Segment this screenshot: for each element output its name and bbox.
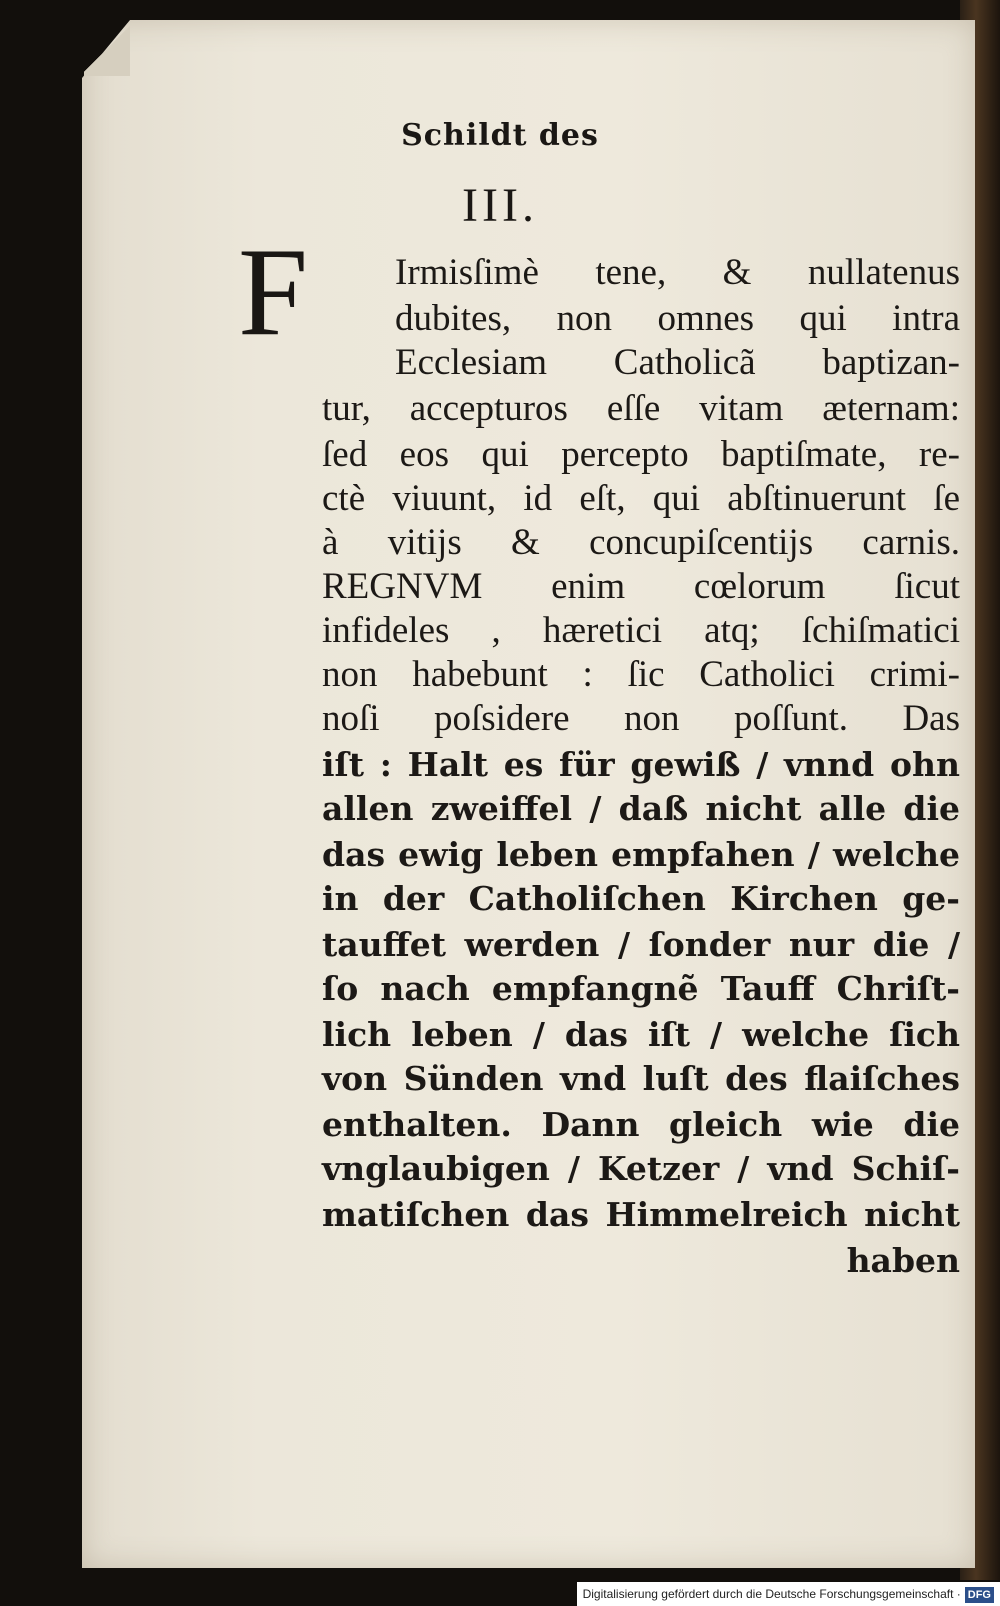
text-line: iſt : Halt es für gewiß / vnnd ohn <box>322 745 960 784</box>
text-line: dubites, non omnes qui intra <box>395 298 960 339</box>
text-line: das ewig leben empfahen / welche <box>322 835 960 874</box>
digitization-footer <box>577 1582 1000 1606</box>
catchword: haben <box>846 1241 960 1280</box>
text-line: allen zweiffel / daß nicht alle die <box>322 789 960 828</box>
text-line: enthalten. Dann gleich wie die <box>322 1105 960 1144</box>
footer-text: Digitalisierung gefördert durch die Deutsche Forschungsgemeinschaft · <box>582 1587 961 1601</box>
running-head: Schildt des <box>401 118 599 153</box>
text-line: Ecclesiam Catholicã baptizan- <box>395 342 960 383</box>
drop-cap: F <box>238 223 309 362</box>
text-line: noſi poſsidere non poſſunt. Das <box>322 698 960 739</box>
text-line: matiſchen das Himmelreich nicht <box>322 1195 960 1234</box>
page-corner-fold <box>84 22 130 76</box>
text-line: ſo nach empfangnẽ Tauff Chriſt- <box>322 969 960 1008</box>
text-line: non habebunt : ſic Catholici crimi- <box>322 654 960 695</box>
text-line: Irmisſimè tene, & nullatenus <box>395 252 960 293</box>
text-line: ſed eos qui percepto baptiſmate, re- <box>322 434 960 475</box>
text-line: ctè viuunt, id eſt, qui abſtinuerunt ſe <box>322 478 960 519</box>
text-line: tauffet werden / ſonder nur die / <box>322 925 960 964</box>
text-line: von Sünden vnd luſt des flaiſches <box>322 1059 960 1098</box>
text-line: à vitijs & concupiſcentijs carnis. <box>322 522 960 563</box>
text-line: infideles , hæretici atq; ſchiſmatici <box>322 610 960 651</box>
dfg-logo: DFG <box>965 1587 994 1603</box>
section-number: III. <box>462 179 538 232</box>
text-line: in der Catholiſchen Kirchen ge- <box>322 879 960 918</box>
text-line: vnglaubigen / Ketzer / vnd Schiſ- <box>322 1149 960 1188</box>
text-line: tur, accepturos eſſe vitam æternam: <box>322 388 960 429</box>
text-line: REGNVM enim cœlorum ſicut <box>322 566 960 607</box>
text-line: lich leben / das iſt / welche ſich <box>322 1015 960 1054</box>
